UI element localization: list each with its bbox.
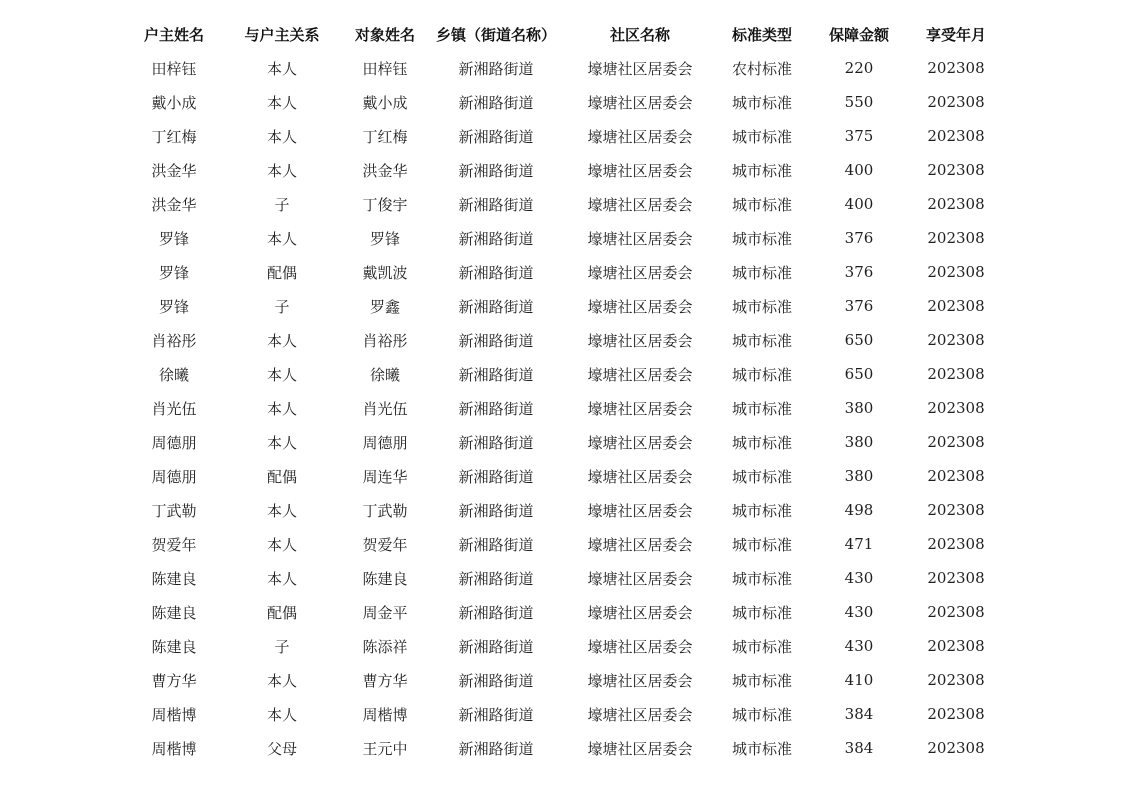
- cell-recipient-name: 肖裕彤: [362, 331, 408, 350]
- cell-recipient-name: 洪金华: [362, 161, 408, 180]
- cell-standard-type: 城市标准: [731, 195, 792, 214]
- cell-benefit-month: 202308: [927, 229, 985, 247]
- cell-township-street: 新湘路街道: [458, 535, 534, 554]
- cell-township-street: 新湘路街道: [458, 263, 534, 282]
- cell-community-name: 壕塘社区居委会: [587, 501, 693, 520]
- cell-recipient-name: 戴凯波: [362, 263, 408, 282]
- cell-recipient-name: 丁武勒: [362, 501, 408, 520]
- cell-benefit-month: 202308: [927, 195, 985, 213]
- beneficiary-table: [120, 17, 996, 765]
- cell-recipient-name: 戴小成: [362, 93, 408, 112]
- cell-community-name: 壕塘社区居委会: [587, 399, 693, 418]
- cell-standard-type: 城市标准: [731, 365, 792, 384]
- cell-relation: 本人: [266, 365, 297, 384]
- cell-recipient-name: 丁红梅: [362, 127, 408, 146]
- cell-benefit-amount: 400: [844, 161, 874, 179]
- cell-benefit-amount: 471: [844, 535, 874, 553]
- cell-householder-name: 徐曦: [158, 365, 189, 384]
- header-recipient-name: 对象姓名: [354, 25, 415, 44]
- cell-benefit-amount: 384: [844, 739, 874, 757]
- table-row: [120, 119, 996, 153]
- cell-standard-type: 城市标准: [731, 399, 792, 418]
- table-row: [120, 527, 996, 561]
- cell-householder-name: 丁武勒: [151, 501, 197, 520]
- cell-recipient-name: 罗鑫: [369, 297, 400, 316]
- cell-benefit-month: 202308: [927, 569, 985, 587]
- cell-benefit-amount: 550: [844, 93, 874, 111]
- cell-standard-type: 城市标准: [731, 603, 792, 622]
- cell-householder-name: 罗锋: [158, 297, 189, 316]
- cell-householder-name: 周楷博: [151, 739, 197, 758]
- cell-recipient-name: 丁俊宇: [362, 195, 408, 214]
- cell-recipient-name: 王元中: [362, 739, 408, 758]
- table-row: [120, 357, 996, 391]
- header-relation-to-householder: 与户主关系: [244, 25, 320, 44]
- table-row: [120, 561, 996, 595]
- cell-relation: 本人: [266, 127, 297, 146]
- cell-township-street: 新湘路街道: [458, 603, 534, 622]
- cell-relation: 父母: [266, 739, 297, 758]
- cell-benefit-amount: 384: [844, 705, 874, 723]
- cell-benefit-month: 202308: [927, 161, 985, 179]
- cell-township-street: 新湘路街道: [458, 399, 534, 418]
- header-householder-name: 户主姓名: [143, 25, 204, 44]
- cell-householder-name: 周德朋: [151, 467, 197, 486]
- header-benefit-amount: 保障金额: [828, 25, 889, 44]
- cell-benefit-amount: 650: [844, 331, 874, 349]
- cell-benefit-month: 202308: [927, 739, 985, 757]
- header-benefit-month: 享受年月: [925, 25, 986, 44]
- cell-benefit-amount: 410: [844, 671, 874, 689]
- table-row: [120, 663, 996, 697]
- cell-recipient-name: 肖光伍: [362, 399, 408, 418]
- cell-recipient-name: 田梓钰: [362, 59, 408, 78]
- cell-standard-type: 城市标准: [731, 331, 792, 350]
- cell-community-name: 壕塘社区居委会: [587, 59, 693, 78]
- cell-householder-name: 罗锋: [158, 263, 189, 282]
- cell-community-name: 壕塘社区居委会: [587, 739, 693, 758]
- cell-relation: 本人: [266, 229, 297, 248]
- cell-recipient-name: 周连华: [362, 467, 408, 486]
- cell-standard-type: 城市标准: [731, 467, 792, 486]
- cell-township-street: 新湘路街道: [458, 195, 534, 214]
- table-row: [120, 51, 996, 85]
- cell-recipient-name: 陈建良: [362, 569, 408, 588]
- cell-township-street: 新湘路街道: [458, 739, 534, 758]
- cell-benefit-month: 202308: [927, 535, 985, 553]
- cell-township-street: 新湘路街道: [458, 297, 534, 316]
- cell-township-street: 新湘路街道: [458, 127, 534, 146]
- cell-relation: 子: [274, 195, 290, 214]
- cell-township-street: 新湘路街道: [458, 229, 534, 248]
- table-header-row: [120, 17, 996, 51]
- cell-recipient-name: 曹方华: [362, 671, 408, 690]
- cell-township-street: 新湘路街道: [458, 59, 534, 78]
- cell-standard-type: 农村标准: [731, 59, 792, 78]
- cell-community-name: 壕塘社区居委会: [587, 195, 693, 214]
- cell-relation: 本人: [266, 161, 297, 180]
- cell-benefit-month: 202308: [927, 93, 985, 111]
- cell-standard-type: 城市标准: [731, 297, 792, 316]
- cell-relation: 本人: [266, 569, 297, 588]
- table-row: [120, 493, 996, 527]
- cell-township-street: 新湘路街道: [458, 467, 534, 486]
- cell-benefit-amount: 650: [844, 365, 874, 383]
- cell-community-name: 壕塘社区居委会: [587, 365, 693, 384]
- cell-standard-type: 城市标准: [731, 93, 792, 112]
- cell-benefit-month: 202308: [927, 705, 985, 723]
- cell-benefit-amount: 430: [844, 603, 874, 621]
- cell-standard-type: 城市标准: [731, 637, 792, 656]
- cell-benefit-month: 202308: [927, 59, 985, 77]
- cell-benefit-month: 202308: [927, 501, 985, 519]
- cell-township-street: 新湘路街道: [458, 365, 534, 384]
- cell-community-name: 壕塘社区居委会: [587, 161, 693, 180]
- cell-householder-name: 田梓钰: [151, 59, 197, 78]
- cell-township-street: 新湘路街道: [458, 501, 534, 520]
- cell-benefit-month: 202308: [927, 671, 985, 689]
- cell-relation: 配偶: [266, 263, 297, 282]
- cell-community-name: 壕塘社区居委会: [587, 263, 693, 282]
- cell-township-street: 新湘路街道: [458, 569, 534, 588]
- cell-benefit-amount: 376: [844, 297, 874, 315]
- cell-standard-type: 城市标准: [731, 433, 792, 452]
- table-row: [120, 391, 996, 425]
- cell-recipient-name: 周金平: [362, 603, 408, 622]
- cell-benefit-month: 202308: [927, 637, 985, 655]
- cell-householder-name: 肖裕彤: [151, 331, 197, 350]
- table-row: [120, 255, 996, 289]
- cell-standard-type: 城市标准: [731, 535, 792, 554]
- cell-community-name: 壕塘社区居委会: [587, 705, 693, 724]
- cell-township-street: 新湘路街道: [458, 93, 534, 112]
- cell-benefit-month: 202308: [927, 297, 985, 315]
- cell-householder-name: 陈建良: [151, 603, 197, 622]
- cell-standard-type: 城市标准: [731, 263, 792, 282]
- cell-standard-type: 城市标准: [731, 739, 792, 758]
- header-township-street: 乡镇（街道名称）: [435, 25, 556, 44]
- cell-standard-type: 城市标准: [731, 501, 792, 520]
- cell-standard-type: 城市标准: [731, 229, 792, 248]
- cell-relation: 配偶: [266, 467, 297, 486]
- cell-standard-type: 城市标准: [731, 705, 792, 724]
- cell-benefit-amount: 376: [844, 263, 874, 281]
- cell-benefit-amount: 430: [844, 637, 874, 655]
- cell-standard-type: 城市标准: [731, 127, 792, 146]
- cell-benefit-amount: 498: [844, 501, 874, 519]
- table-row: [120, 323, 996, 357]
- cell-recipient-name: 徐曦: [369, 365, 400, 384]
- cell-benefit-amount: 430: [844, 569, 874, 587]
- cell-householder-name: 洪金华: [151, 195, 197, 214]
- table-row: [120, 697, 996, 731]
- cell-householder-name: 洪金华: [151, 161, 197, 180]
- cell-householder-name: 周楷博: [151, 705, 197, 724]
- cell-relation: 本人: [266, 399, 297, 418]
- cell-relation: 本人: [266, 671, 297, 690]
- cell-benefit-month: 202308: [927, 603, 985, 621]
- table-row: [120, 221, 996, 255]
- cell-benefit-amount: 380: [844, 467, 874, 485]
- cell-householder-name: 罗锋: [158, 229, 189, 248]
- cell-recipient-name: 周德朋: [362, 433, 408, 452]
- cell-recipient-name: 周楷博: [362, 705, 408, 724]
- cell-community-name: 壕塘社区居委会: [587, 127, 693, 146]
- cell-community-name: 壕塘社区居委会: [587, 535, 693, 554]
- cell-community-name: 壕塘社区居委会: [587, 467, 693, 486]
- header-standard-type: 标准类型: [731, 25, 792, 44]
- cell-community-name: 壕塘社区居委会: [587, 229, 693, 248]
- cell-community-name: 壕塘社区居委会: [587, 671, 693, 690]
- cell-benefit-amount: 220: [844, 59, 874, 77]
- cell-benefit-month: 202308: [927, 399, 985, 417]
- cell-householder-name: 戴小成: [151, 93, 197, 112]
- cell-benefit-amount: 375: [844, 127, 874, 145]
- cell-householder-name: 肖光伍: [151, 399, 197, 418]
- cell-benefit-amount: 376: [844, 229, 874, 247]
- cell-township-street: 新湘路街道: [458, 637, 534, 656]
- table-row: [120, 425, 996, 459]
- cell-community-name: 壕塘社区居委会: [587, 637, 693, 656]
- header-community-name: 社区名称: [609, 25, 670, 44]
- cell-relation: 本人: [266, 705, 297, 724]
- cell-community-name: 壕塘社区居委会: [587, 569, 693, 588]
- cell-benefit-amount: 380: [844, 433, 874, 451]
- cell-community-name: 壕塘社区居委会: [587, 433, 693, 452]
- cell-relation: 配偶: [266, 603, 297, 622]
- table-row: [120, 629, 996, 663]
- cell-householder-name: 丁红梅: [151, 127, 197, 146]
- cell-benefit-amount: 400: [844, 195, 874, 213]
- cell-benefit-month: 202308: [927, 365, 985, 383]
- cell-recipient-name: 贺爱年: [362, 535, 408, 554]
- cell-standard-type: 城市标准: [731, 671, 792, 690]
- cell-township-street: 新湘路街道: [458, 331, 534, 350]
- cell-community-name: 壕塘社区居委会: [587, 603, 693, 622]
- cell-householder-name: 周德朋: [151, 433, 197, 452]
- cell-benefit-month: 202308: [927, 127, 985, 145]
- table-body: [120, 51, 996, 765]
- cell-township-street: 新湘路街道: [458, 161, 534, 180]
- cell-benefit-month: 202308: [927, 467, 985, 485]
- table-row: [120, 187, 996, 221]
- table-row: [120, 85, 996, 119]
- cell-benefit-amount: 380: [844, 399, 874, 417]
- cell-recipient-name: 陈添祥: [362, 637, 408, 656]
- cell-relation: 本人: [266, 433, 297, 452]
- cell-recipient-name: 罗锋: [369, 229, 400, 248]
- cell-relation: 子: [274, 297, 290, 316]
- cell-township-street: 新湘路街道: [458, 433, 534, 452]
- cell-community-name: 壕塘社区居委会: [587, 331, 693, 350]
- cell-relation: 本人: [266, 331, 297, 350]
- cell-township-street: 新湘路街道: [458, 705, 534, 724]
- table-row: [120, 595, 996, 629]
- cell-standard-type: 城市标准: [731, 569, 792, 588]
- cell-householder-name: 曹方华: [151, 671, 197, 690]
- cell-relation: 本人: [266, 535, 297, 554]
- cell-householder-name: 贺爱年: [151, 535, 197, 554]
- cell-standard-type: 城市标准: [731, 161, 792, 180]
- cell-householder-name: 陈建良: [151, 569, 197, 588]
- cell-relation: 本人: [266, 501, 297, 520]
- cell-relation: 本人: [266, 93, 297, 112]
- cell-benefit-month: 202308: [927, 331, 985, 349]
- table-row: [120, 459, 996, 493]
- cell-benefit-month: 202308: [927, 433, 985, 451]
- cell-householder-name: 陈建良: [151, 637, 197, 656]
- table-row: [120, 289, 996, 323]
- table-row: [120, 153, 996, 187]
- cell-community-name: 壕塘社区居委会: [587, 297, 693, 316]
- cell-township-street: 新湘路街道: [458, 671, 534, 690]
- cell-relation: 子: [274, 637, 290, 656]
- cell-community-name: 壕塘社区居委会: [587, 93, 693, 112]
- cell-benefit-month: 202308: [927, 263, 985, 281]
- table-row: [120, 731, 996, 765]
- cell-relation: 本人: [266, 59, 297, 78]
